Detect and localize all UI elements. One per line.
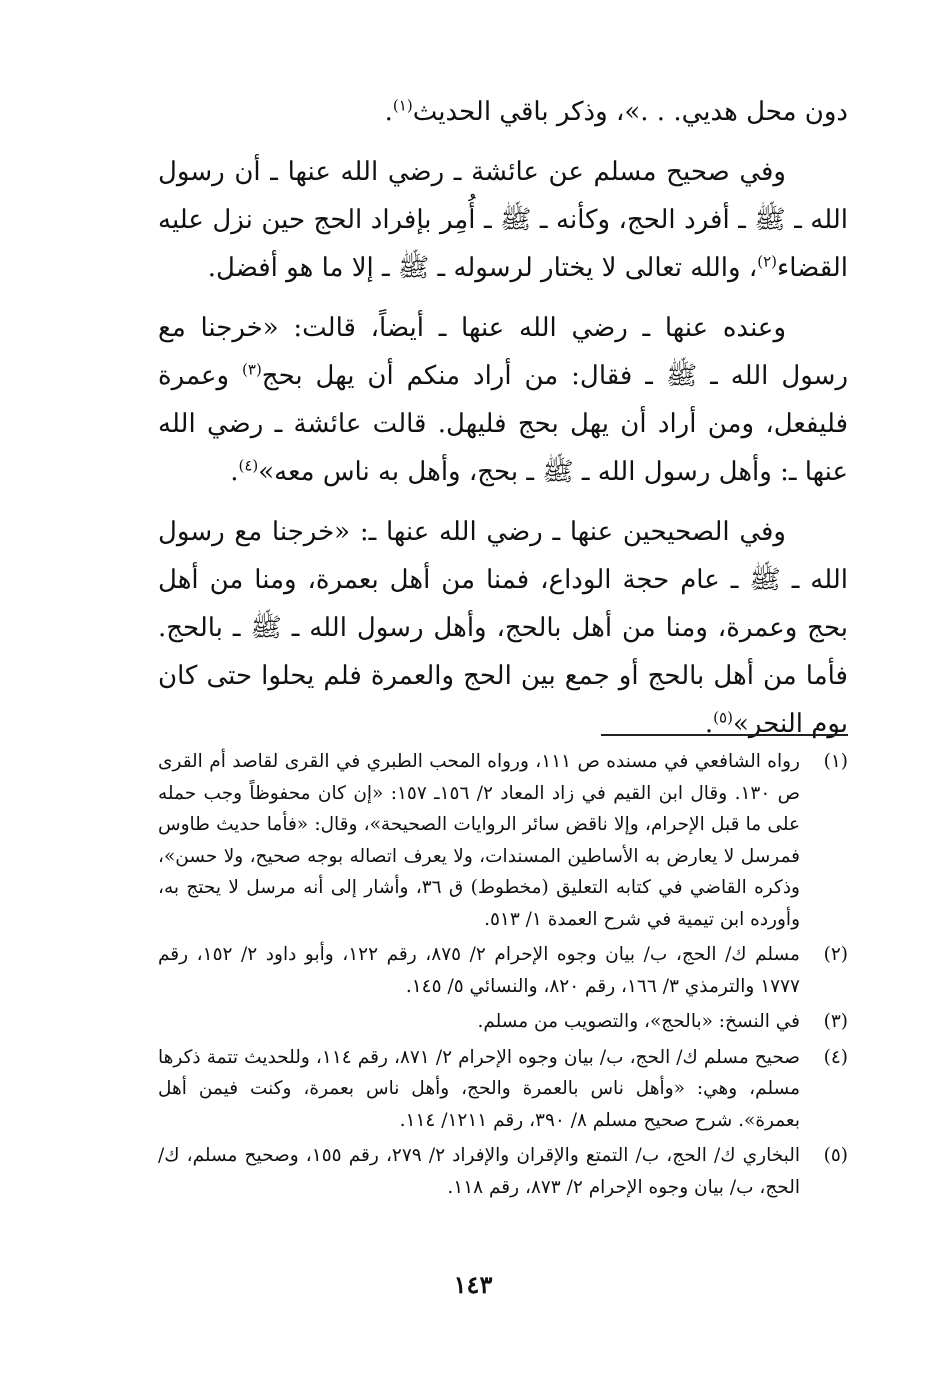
- footnote-3-text: في النسخ: «بالحج»، والتصويب من مسلم.: [477, 1011, 800, 1032]
- paragraph-2-text-2: ، والله تعالى لا يختار لرسوله ـ ﷺ ـ إلا ما هو أفضل.: [207, 253, 758, 283]
- footnote-ref-1: (١): [392, 96, 413, 115]
- footnote-1: [158, 746, 848, 935]
- paragraph-3-text-3: .: [230, 457, 239, 487]
- footnote-4-text: صحيح مسلم ك/ الحج، ب/ بيان وجوه الإحرام ٢/ ٨٧١، رقم ١١٤، وللحديث تتمة ذكرها مسلم، وهي: «وأهل ناس بالعمرة والحج، وأهل ناس بعمرة، وكنت فيمن أهل بعمرة». شرح صحيح مسلم ٨/ ٣٩٠، رقم ١٢١١/ ١١٤.: [158, 1046, 800, 1131]
- footnote-2: [158, 939, 848, 1002]
- paragraph-3: [158, 304, 848, 496]
- footnote-1-text: رواه الشافعي في مسنده ص ١١١، ورواه المحب الطبري في القرى لقاصد أم القرى ص ١٣٠. وقال ابن القيم في زاد المعاد ٢/ ١٥٦ـ ١٥٧: «إن كان محفوظاً وجب حمله على ما قبل الإحرام، وإلا ناقض سائر الروايات الصحيحة»، وقال: «فأما حديث طاوس فمرسل لا يعارض به الأساطين المسندات، ولا يعرف اتصاله بوجه صحيح، ولا حسن»، وذكره القاضي في كتابه التعليق (مخطوط) ق ٣٦، وأشار إلى أنه مرسل لا يحتج به، وأورده ابن تيمية في شرح العمدة ١/ ٥١٣.: [158, 751, 801, 930]
- page-number: ١٤٣: [453, 1270, 493, 1299]
- footnote-2-number: (٢): [823, 944, 848, 965]
- footnote-ref-5: (٥): [713, 708, 733, 727]
- footnotes: [158, 746, 848, 1207]
- footnote-4: [158, 1042, 848, 1137]
- footnote-3: [158, 1006, 848, 1038]
- footnote-4-number: (٤): [823, 1046, 848, 1068]
- paragraph-2-text-1: وفي صحيح مسلم عن عائشة ـ رضي الله عنها ـ أن رسول الله ـ ﷺ ـ أفرد الحج، وكأنه ـ ﷺ ـ أُمِر بإفراد الحج حين نزل عليه القضاء: [158, 157, 848, 283]
- footnote-1-number: (١): [823, 751, 848, 772]
- paragraph-4-text-2: .: [704, 709, 714, 739]
- paragraph-3-text-2: وعمرة فليفعل، ومن أراد أن يهل بحج فليهل. قالت عائشة ـ رضي الله عنها ـ: وأهل رسول الله ـ ﷺ ـ بحج، وأهل به ناس معه»: [158, 361, 848, 487]
- main-text: [158, 88, 848, 760]
- paragraph-3-text-1: وعنده عنها ـ رضي الله عنها ـ أيضاً، قالت: «خرجنا مع رسول الله ـ ﷺ ـ فقال: من أراد منكم أن يهل بحج: [158, 313, 849, 391]
- footnote-5-number: (٥): [823, 1145, 848, 1166]
- footnote-separator: [601, 734, 848, 736]
- footnote-ref-4: (٤): [238, 456, 259, 475]
- paragraph-4-text-1: وفي الصحيحين عنها ـ رضي الله عنها ـ: «خرجنا مع رسول الله ـ ﷺ ـ عام حجة الوداع، فمنا من أهل بعمرة، ومنا من أهل بحج وعمرة، ومنا من أهل بالحج، وأهل رسول الله ـ ﷺ ـ بالحج. فأما من أهل بالحج أو جمع بين الحج والعمرة فلم يحلوا حتى كان يوم النحر»: [158, 517, 848, 739]
- footnote-3-number: (٣): [823, 1011, 848, 1032]
- paragraph-2: [158, 148, 848, 292]
- footnote-5-text: البخاري ك/ الحج، ب/ التمتع والإقران والإفراد ٢/ ٢٧٩، رقم ١٥٥، وصحيح مسلم، ك/ الحج، ب/ بيان وجوه الإحرام ٢/ ٨٧٣، رقم ١١٨.: [158, 1145, 801, 1198]
- paragraph-1-text-1: دون محل هديي. . .»، وذكر باقي الحديث: [412, 97, 848, 127]
- paragraph-1-text-2: .: [384, 97, 393, 127]
- paragraph-4: [158, 508, 848, 748]
- footnote-5: [158, 1140, 848, 1203]
- footnote-ref-2: (٢): [757, 252, 777, 271]
- paragraph-1: [158, 88, 848, 136]
- footnote-ref-3: (٣): [242, 360, 262, 379]
- footnote-2-text: مسلم ك/ الحج، ب/ بيان وجوه الإحرام ٢/ ٨٧٥، رقم ١٢٢، وأبو داود ٢/ ١٥٢، رقم ١٧٧٧ والترمذي ٣/ ١٦٦، رقم ٨٢٠، والنسائي ٥/ ١٤٥.: [158, 944, 800, 997]
